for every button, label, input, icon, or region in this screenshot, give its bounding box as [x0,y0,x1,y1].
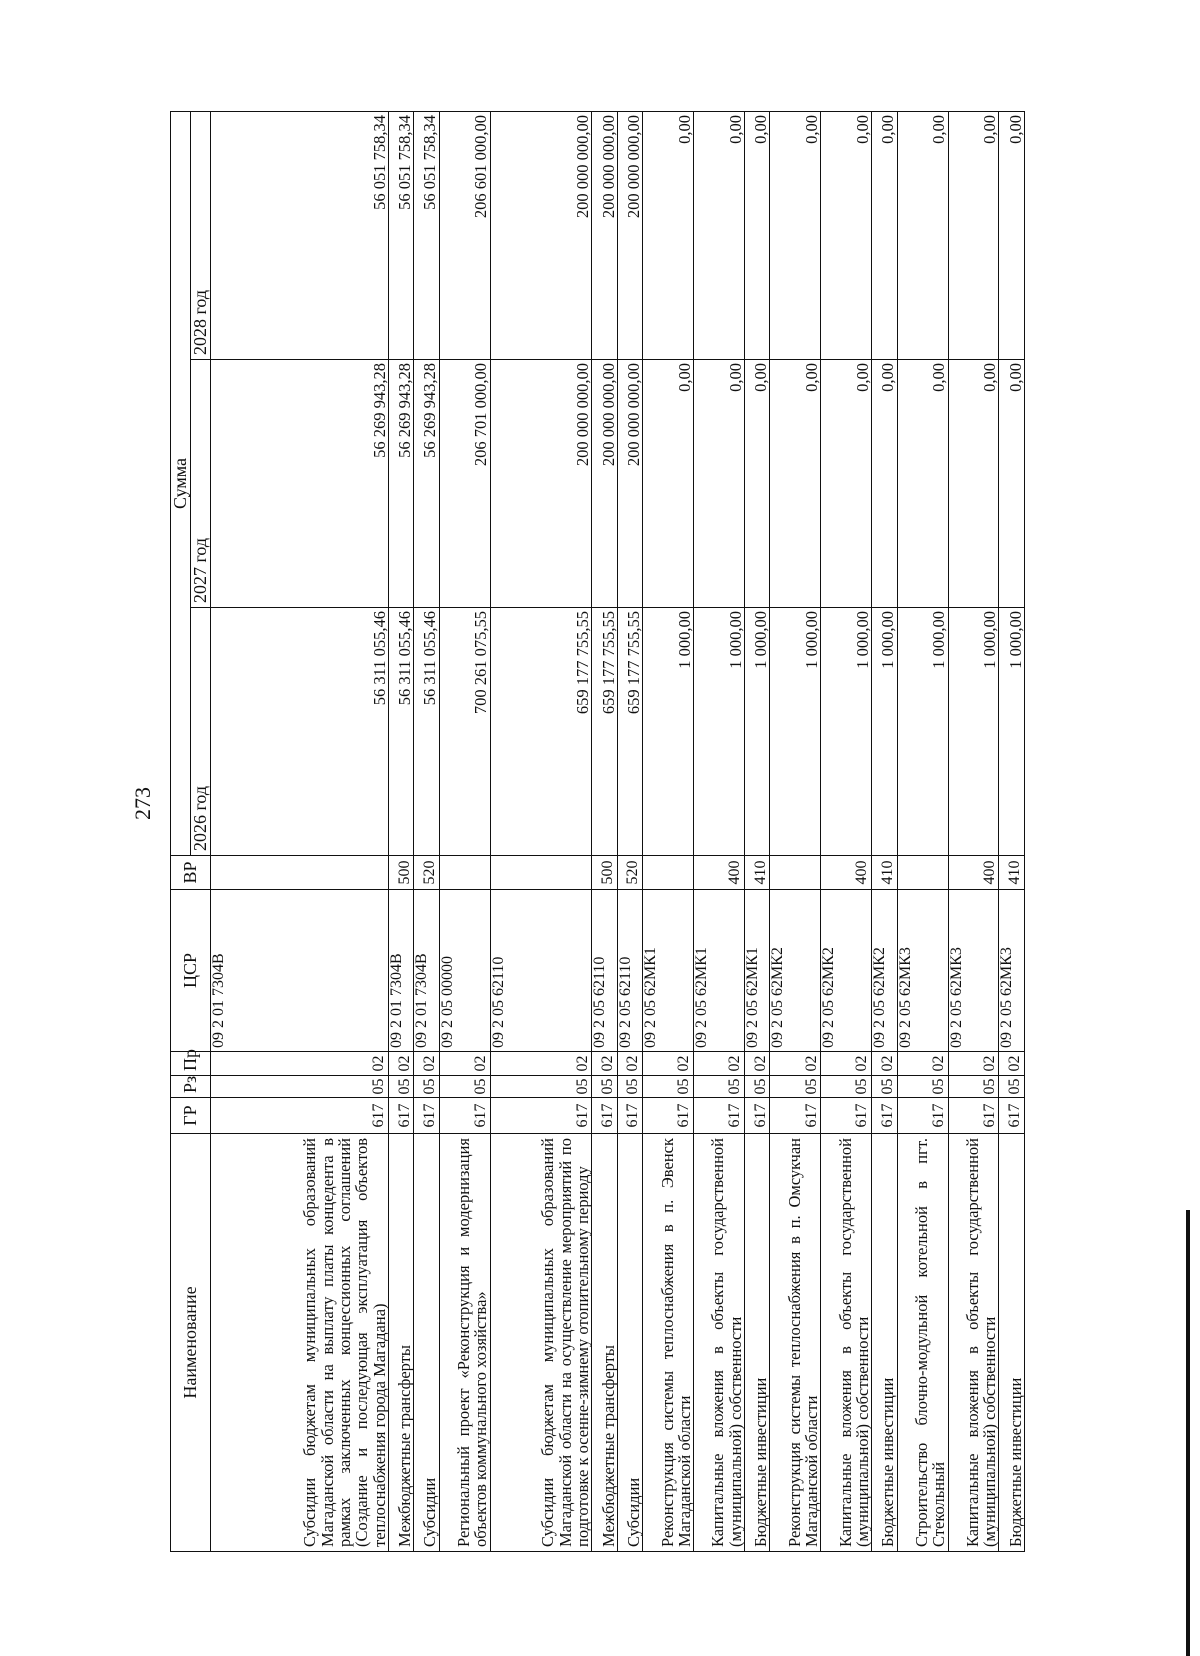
cell-gr: 617 [388,1098,413,1134]
cell-rz: 05 [439,1076,490,1098]
cell-2027: 56 269 943,28 [414,360,439,608]
table-row [490,111,592,1551]
table-row [745,111,770,1551]
header-csr: ЦСР [171,890,211,1052]
cell-2027: 56 269 943,28 [210,360,388,608]
cell-rz: 05 [897,1076,948,1098]
cell-2026: 1 000,00 [745,608,770,856]
header-gr: ГР [171,1098,211,1134]
cell-name: Межбюджетные трансферты [388,1134,413,1552]
cell-csr: 09 2 05 62110 [490,890,592,1052]
cell-name: Капитальные вложения в объекты государственной (муниципальной) собственности [821,1134,872,1552]
cell-pr: 02 [745,1052,770,1076]
cell-csr: 09 2 05 62МК3 [897,890,948,1052]
cell-2027: 0,00 [643,360,694,608]
cell-vr: 400 [821,856,872,890]
cell-2028: 0,00 [745,111,770,359]
cell-2027: 200 000 000,00 [592,360,617,608]
cell-rz: 05 [617,1076,642,1098]
table-row [694,111,745,1551]
cell-pr: 02 [999,1052,1025,1076]
table-row [617,111,642,1551]
cell-2027: 56 269 943,28 [388,360,413,608]
cell-csr: 09 2 01 7304В [414,890,439,1052]
table-row [897,111,948,1551]
cell-rz: 05 [821,1076,872,1098]
cell-pr: 02 [617,1052,642,1076]
cell-2027: 0,00 [770,360,821,608]
cell-name: Строительство блочно-модульной котельной в пгт. Стекольный [897,1134,948,1552]
cell-vr: 520 [617,856,642,890]
cell-2027: 0,00 [999,360,1025,608]
cell-csr: 09 2 05 62МК3 [948,890,999,1052]
cell-pr: 02 [414,1052,439,1076]
table-row [770,111,821,1551]
cell-2026: 700 261 075,55 [439,608,490,856]
cell-2026: 1 000,00 [872,608,897,856]
cell-2027: 200 000 000,00 [490,360,592,608]
cell-2026: 1 000,00 [643,608,694,856]
cell-2028: 56 051 758,34 [210,111,388,359]
cell-name: Реконструкция системы теплоснабжения в п. Омсукчан Магаданской области [770,1134,821,1552]
cell-pr: 02 [872,1052,897,1076]
cell-name: Субсидии [414,1134,439,1552]
cell-rz: 05 [745,1076,770,1098]
cell-pr: 02 [490,1052,592,1076]
edge-bar [1186,1210,1190,1656]
cell-vr: 410 [999,856,1025,890]
cell-gr: 617 [897,1098,948,1134]
table-row [948,111,999,1551]
header-rz: Рз [171,1076,211,1098]
table-row [872,111,897,1551]
cell-vr [210,856,388,890]
cell-csr: 09 2 01 7304В [388,890,413,1052]
cell-gr: 617 [617,1098,642,1134]
cell-2026: 1 000,00 [694,608,745,856]
cell-csr: 09 2 05 62МК2 [872,890,897,1052]
cell-csr: 09 2 05 62110 [617,890,642,1052]
cell-rz: 05 [694,1076,745,1098]
cell-csr: 09 2 05 62МК1 [745,890,770,1052]
cell-2028: 0,00 [770,111,821,359]
cell-2027: 0,00 [694,360,745,608]
cell-vr: 410 [745,856,770,890]
cell-rz: 05 [210,1076,388,1098]
cell-rz: 05 [592,1076,617,1098]
cell-gr: 617 [821,1098,872,1134]
cell-name: Бюджетные инвестиции [999,1134,1025,1552]
cell-name: Субсидии бюджетам муниципальных образований Магаданской области на выплату платы концедента в рамках заключенных концессионных соглашений (Создание и последующая эксплуатация объектов теплоснабжения города Магадана) [210,1134,388,1552]
budget-table [170,111,1025,1552]
cell-2026: 56 311 055,46 [414,608,439,856]
cell-rz: 05 [643,1076,694,1098]
table-row [821,111,872,1551]
header-year-2027: 2027 год [190,360,210,608]
cell-gr: 617 [592,1098,617,1134]
cell-2026: 56 311 055,46 [210,608,388,856]
cell-2027: 206 701 000,00 [439,360,490,608]
cell-gr: 617 [999,1098,1025,1134]
cell-2028: 0,00 [948,111,999,359]
cell-2028: 0,00 [694,111,745,359]
cell-2028: 200 000 000,00 [617,111,642,359]
cell-gr: 617 [770,1098,821,1134]
cell-vr: 400 [948,856,999,890]
cell-vr [490,856,592,890]
header-name: Наименование [171,1134,211,1552]
cell-name: Субсидии [617,1134,642,1552]
cell-2027: 200 000 000,00 [617,360,642,608]
cell-2026: 659 177 755,55 [592,608,617,856]
cell-rz: 05 [388,1076,413,1098]
table-row [999,111,1025,1551]
table-row [592,111,617,1551]
table-body [210,111,1024,1551]
cell-rz: 05 [872,1076,897,1098]
cell-name: Бюджетные инвестиции [745,1134,770,1552]
cell-csr: 09 2 05 62МК1 [694,890,745,1052]
cell-pr: 02 [948,1052,999,1076]
cell-vr: 400 [694,856,745,890]
header-vr: ВР [171,856,211,890]
cell-pr: 02 [592,1052,617,1076]
cell-gr: 617 [872,1098,897,1134]
cell-name: Субсидии бюджетам муниципальных образований Магаданской области на осуществление мероприятий по подготовке к осенне-зимнему отопительному периоду [490,1134,592,1552]
cell-vr: 410 [872,856,897,890]
cell-2026: 659 177 755,55 [617,608,642,856]
cell-rz: 05 [999,1076,1025,1098]
cell-csr: 09 2 05 62МК1 [643,890,694,1052]
header-pr: Пр [171,1052,211,1076]
cell-2027: 0,00 [872,360,897,608]
cell-name: Бюджетные инвестиции [872,1134,897,1552]
cell-2027: 0,00 [745,360,770,608]
table-row [210,111,388,1551]
cell-2026: 1 000,00 [821,608,872,856]
cell-2028: 200 000 000,00 [592,111,617,359]
cell-pr: 02 [897,1052,948,1076]
cell-rz: 05 [414,1076,439,1098]
cell-gr: 617 [439,1098,490,1134]
cell-2028: 0,00 [821,111,872,359]
cell-pr: 02 [770,1052,821,1076]
cell-name: Реконструкция системы теплоснабжения в п. Эвенск Магаданской области [643,1134,694,1552]
header-year-2026: 2026 год [190,608,210,856]
cell-pr: 02 [821,1052,872,1076]
table-row [643,111,694,1551]
cell-csr: 09 2 05 62МК2 [821,890,872,1052]
cell-name: Межбюджетные трансферты [592,1134,617,1552]
cell-gr: 617 [745,1098,770,1134]
cell-pr: 02 [388,1052,413,1076]
cell-2028: 0,00 [897,111,948,359]
cell-rz: 05 [948,1076,999,1098]
cell-vr [643,856,694,890]
cell-2026: 1 000,00 [897,608,948,856]
cell-csr: 09 2 05 62МК2 [770,890,821,1052]
cell-pr: 02 [643,1052,694,1076]
cell-2026: 1 000,00 [770,608,821,856]
rotated-table-container [170,112,1025,1552]
cell-pr: 02 [439,1052,490,1076]
cell-pr: 02 [694,1052,745,1076]
cell-vr [897,856,948,890]
cell-pr: 02 [210,1052,388,1076]
cell-csr: 09 2 05 62МК3 [999,890,1025,1052]
cell-2028: 56 051 758,34 [388,111,413,359]
cell-2026: 56 311 055,46 [388,608,413,856]
cell-2027: 0,00 [821,360,872,608]
cell-rz: 05 [770,1076,821,1098]
cell-name: Капитальные вложения в объекты государственной (муниципальной) собственности [948,1134,999,1552]
cell-vr [439,856,490,890]
cell-vr: 500 [592,856,617,890]
cell-2028: 0,00 [643,111,694,359]
cell-gr: 617 [490,1098,592,1134]
page-number: 273 [130,787,155,820]
cell-gr: 617 [643,1098,694,1134]
cell-2027: 0,00 [948,360,999,608]
cell-csr: 09 2 01 7304В [210,890,388,1052]
cell-vr: 500 [388,856,413,890]
cell-csr: 09 2 05 00000 [439,890,490,1052]
cell-vr: 520 [414,856,439,890]
header-year-2028: 2028 год [190,111,210,359]
table-row [414,111,439,1551]
cell-2026: 1 000,00 [999,608,1025,856]
cell-2028: 200 000 000,00 [490,111,592,359]
cell-name: Региональный проект «Реконструкция и модернизация объектов коммунального хозяйства» [439,1134,490,1552]
cell-2028: 0,00 [999,111,1025,359]
cell-2027: 0,00 [897,360,948,608]
cell-name: Капитальные вложения в объекты государственной (муниципальной) собственности [694,1134,745,1552]
cell-gr: 617 [948,1098,999,1134]
cell-gr: 617 [210,1098,388,1134]
cell-rz: 05 [490,1076,592,1098]
header-sum: Сумма [171,111,191,855]
cell-vr [770,856,821,890]
cell-2028: 0,00 [872,111,897,359]
cell-gr: 617 [694,1098,745,1134]
cell-2026: 1 000,00 [948,608,999,856]
table-row [388,111,413,1551]
cell-2028: 206 601 000,00 [439,111,490,359]
cell-2028: 56 051 758,34 [414,111,439,359]
cell-gr: 617 [414,1098,439,1134]
cell-csr: 09 2 05 62110 [592,890,617,1052]
cell-2026: 659 177 755,55 [490,608,592,856]
table-row [439,111,490,1551]
